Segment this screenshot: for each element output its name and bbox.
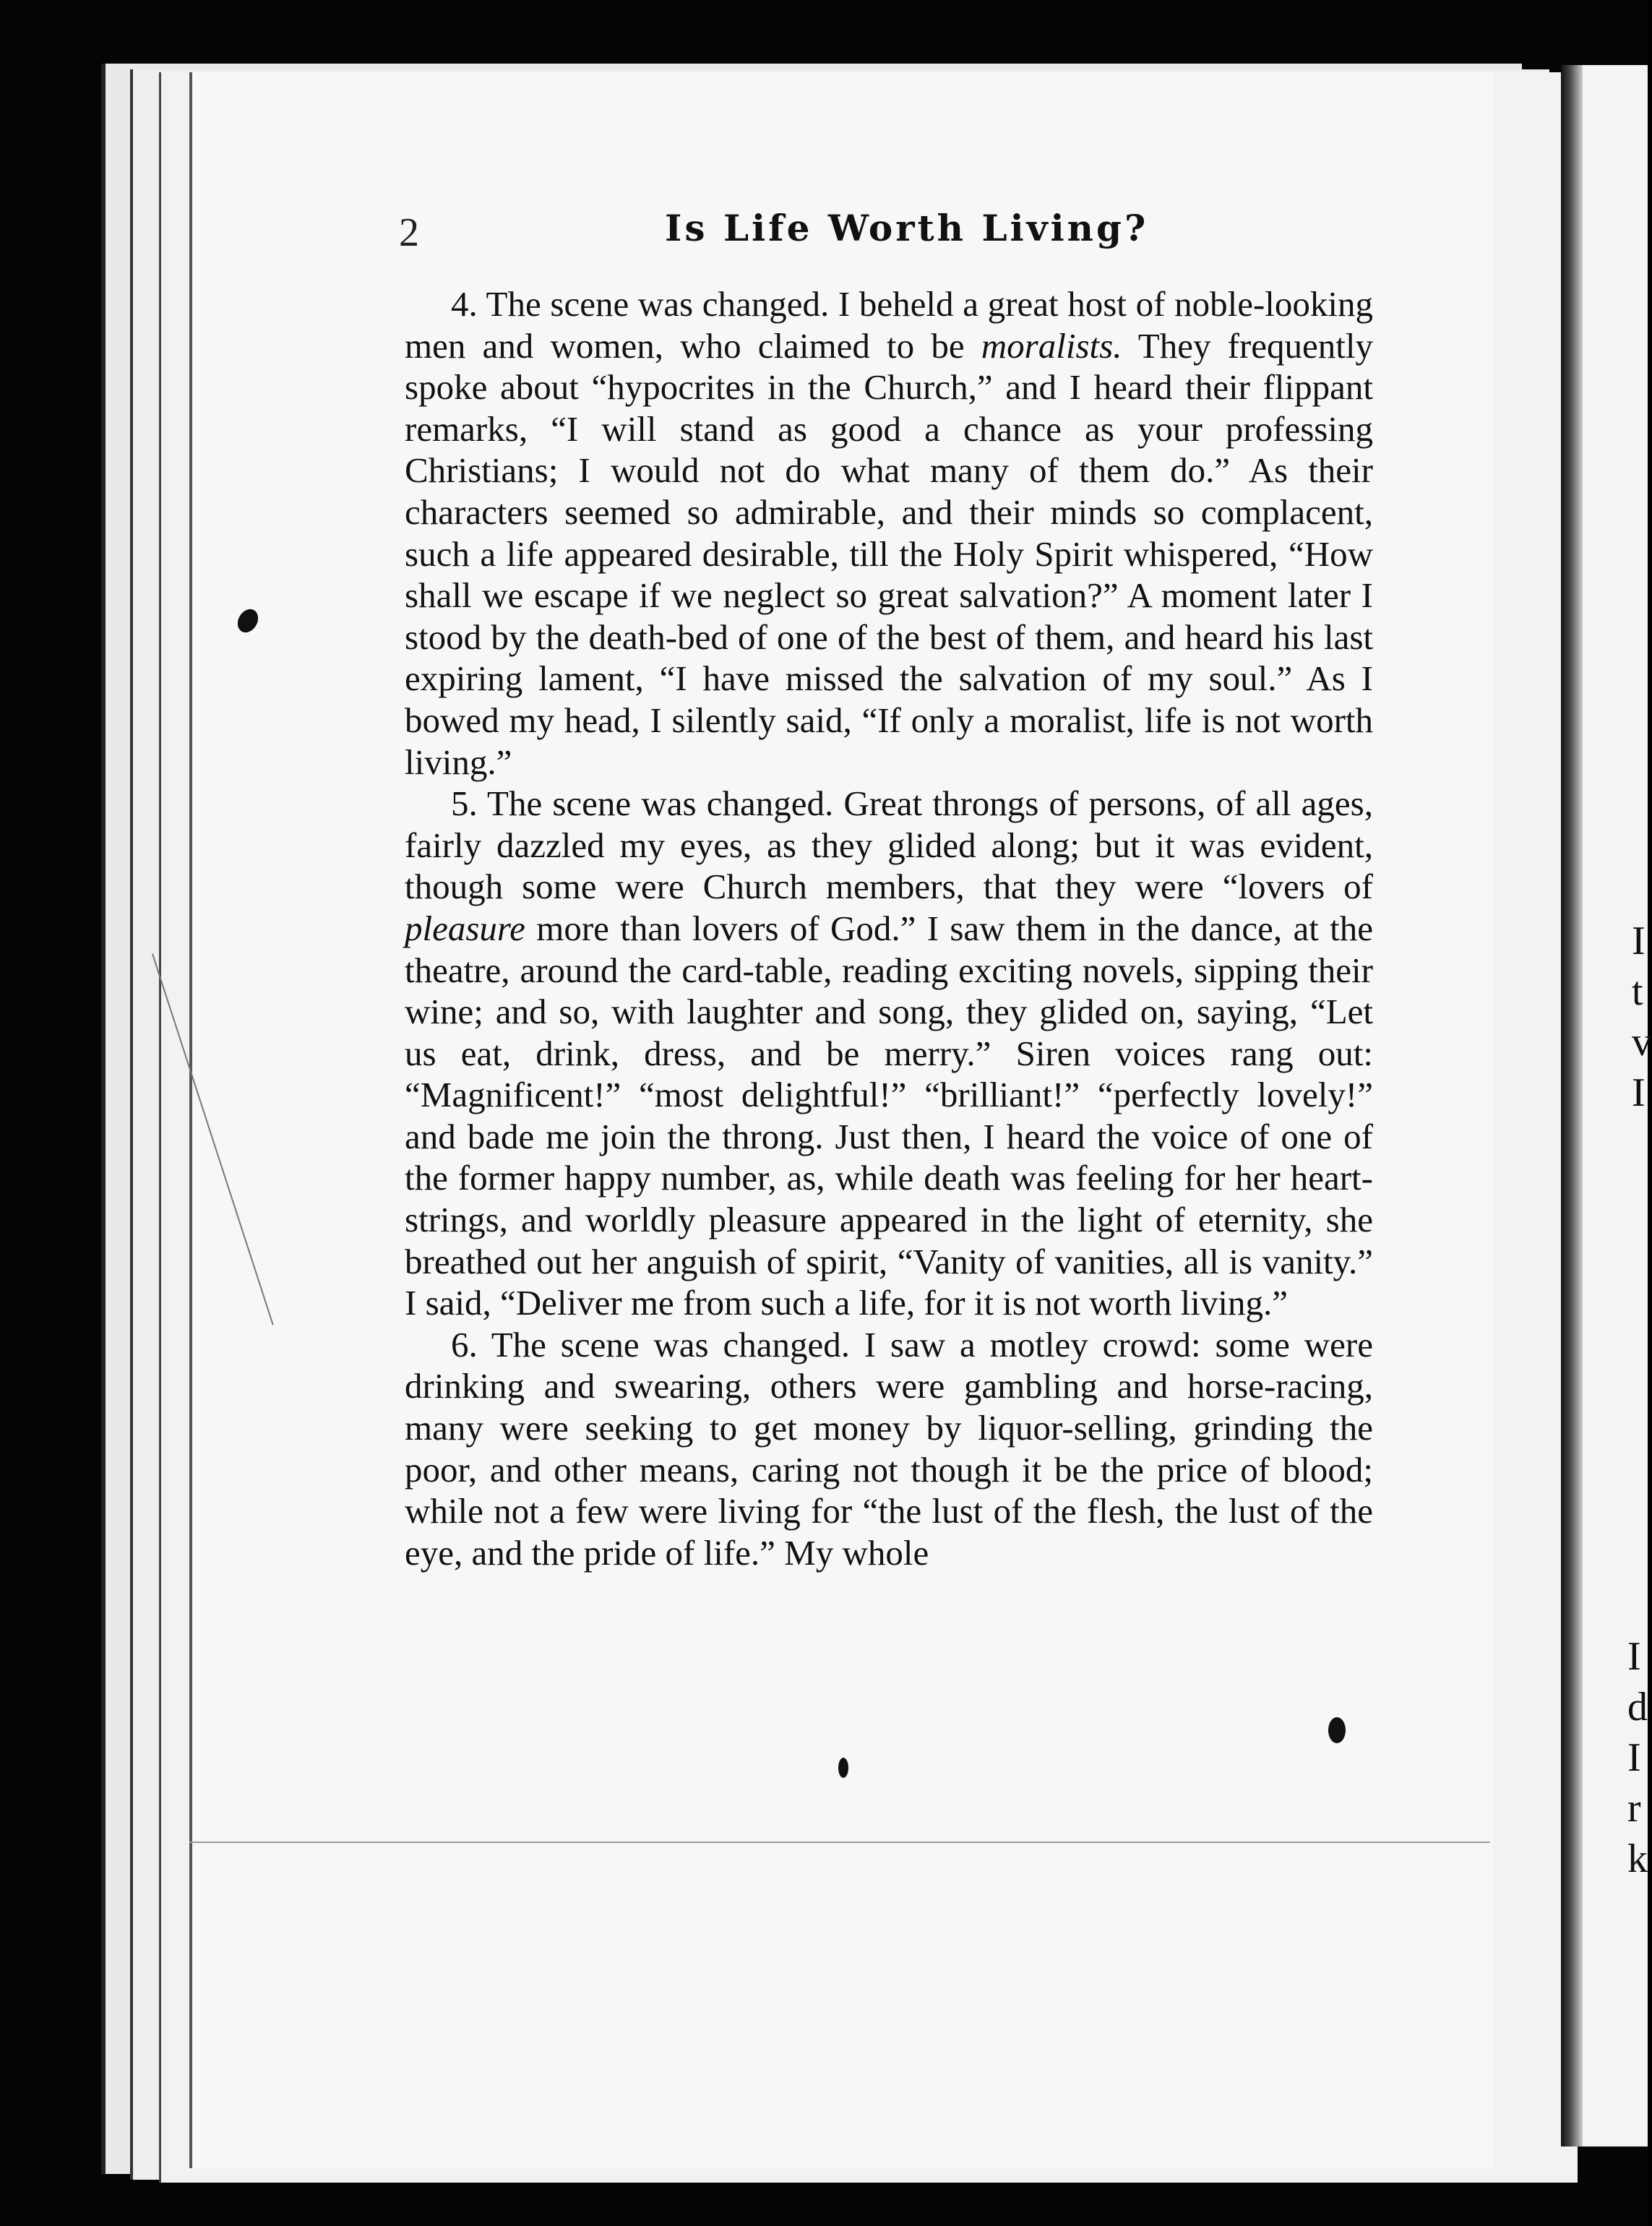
paragraph-text: They frequently spoke about “hypocrites in the Church,” and I heard their flippant remarks, “I will stand as good a chance as your professing Christians; I would not do what many of them do.” As their characters seemed so admirable, and their minds so complacent, such a life appeared desirable, till the Holy Spirit whispered, “How shall we escape if we neglect so great salvation?” A moment later I stood by the death-bed of one of the best of them, and heard his last expiring lament, “I have missed the salvation of my soul.” As I bowed my head, I silently said, “If only a moralist, life is not worth living.” — [405, 325, 1374, 782]
ink-smudge — [1328, 1717, 1346, 1743]
paragraph-5 — [405, 783, 1373, 1324]
paragraph-text: The scene was changed. Great throngs of persons, of all ages, fairly dazzled my eyes, as they glided along; but it was evident, though some were Church members, that they were “lovers of — [405, 783, 1373, 907]
paragraph-number: 5. — [451, 783, 478, 824]
page-gutter — [1561, 65, 1583, 2146]
paragraph-4 — [405, 283, 1373, 783]
emphasis: moralists. — [981, 325, 1122, 366]
adjacent-page-fragment: d — [1627, 1685, 1648, 1729]
adjacent-page-fragment: I — [1632, 1070, 1645, 1115]
paragraph-number: 6. — [451, 1324, 478, 1365]
adjacent-page-fragment: I — [1632, 919, 1645, 963]
paragraph-text: The scene was changed. I beheld a great host of noble-looking men and women, who claimed to be — [405, 284, 1373, 366]
emphasis: pleasure — [405, 908, 525, 948]
paragraph-text: more than lovers of God.” I saw them in the dance, at the theatre, around the card-table, reading exciting novels, sipping their wine; and so, with laughter and song, they glided on, saying, “Let us eat, drink, dress, and be merry.” Siren voices rang out: “Magnificent!” “most delightful!” “brilliant!” “perfectly lovely!” and bade me join the throng. Just then, I heard the voice of one of the former happy number, as, while death was feeling for her heart-strings, and worldly pleasure appeared in the light of eternity, she breathed out her anguish of spirit, “Vanity of vanities, all is vanity.” I said, “Deliver me from such a life, for it is not worth living.” — [405, 908, 1373, 1323]
ink-smudge — [838, 1758, 848, 1778]
page-number: 2 — [399, 210, 419, 255]
running-title: Is Life Worth Living? — [665, 207, 1149, 249]
adjacent-page-fragment: I — [1627, 1735, 1641, 1780]
scan-line — [189, 1842, 1490, 1843]
adjacent-page-fragment: k — [1627, 1836, 1648, 1881]
adjacent-page-fragment: t — [1632, 969, 1643, 1014]
adjacent-page-fragment: r — [1627, 1786, 1641, 1831]
paragraph-6 — [405, 1324, 1373, 1574]
paragraph-number: 4. — [451, 284, 478, 324]
paragraph-text: The scene was changed. I saw a motley crowd: some were drinking and swearing, others were gambling and horse-racing, many were seeking to get money by liquor-selling, grinding the poor, and other means, caring not though it be the price of blood; while not a few were living for “the lust of the flesh, the lust of the eye, and the pride of life.” My whole — [405, 1324, 1373, 1573]
adjacent-page-fragment: I — [1627, 1634, 1641, 1679]
body-text — [405, 283, 1373, 1573]
adjacent-page-fragment: v — [1632, 1020, 1652, 1065]
